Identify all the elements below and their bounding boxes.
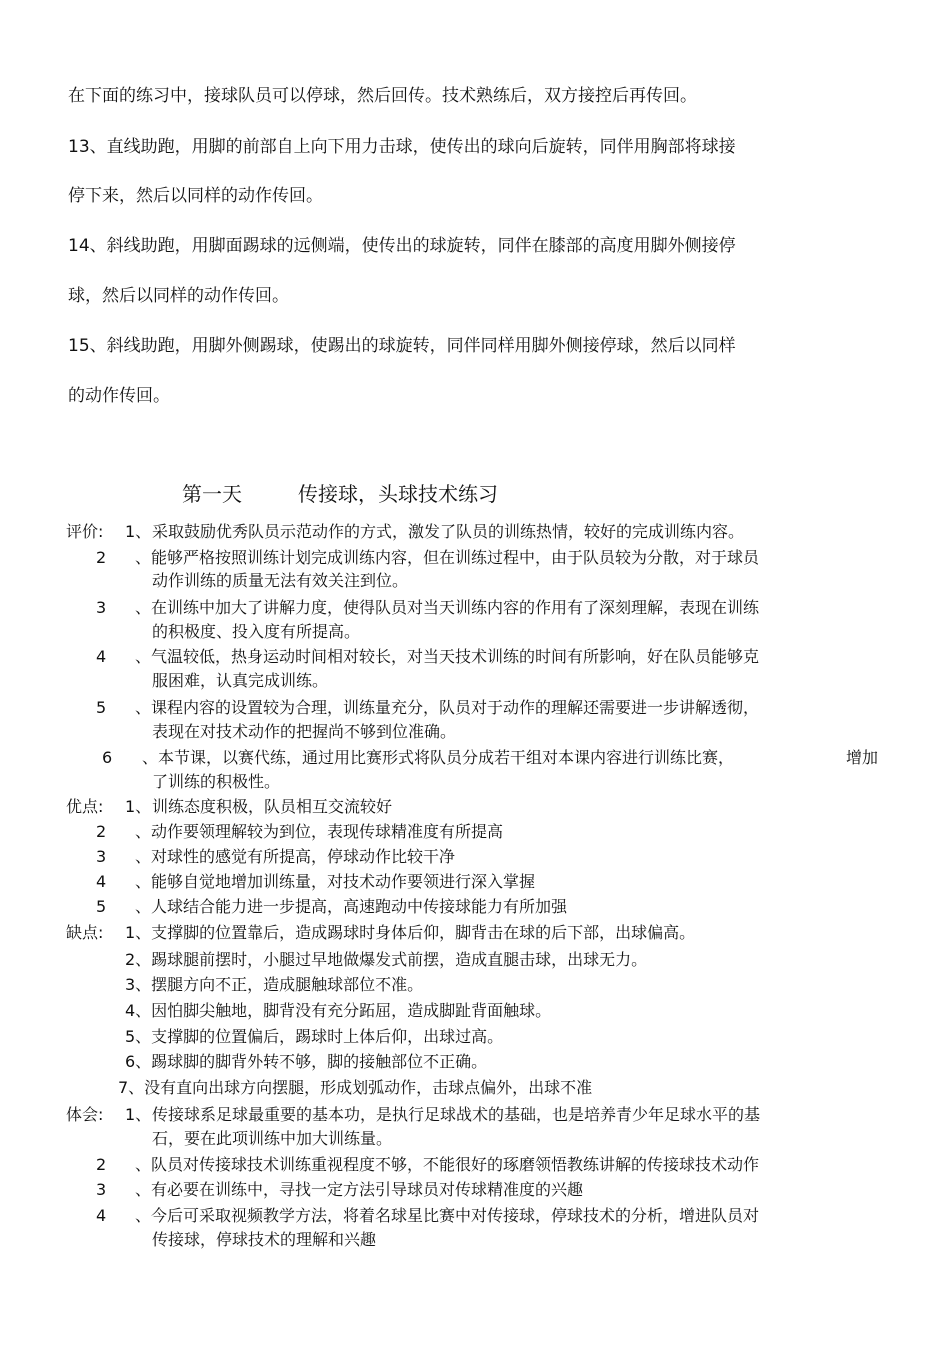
item-text: 、能够自觉地增加训练量，对技术动作要领进行深入掌握 <box>135 872 536 891</box>
list-item: 5、支撑脚的位置偏后，踢球时上体后仰，出球过高。 <box>125 1027 504 1046</box>
item-number: 2 <box>96 548 107 567</box>
list-item: 1、支撑脚的位置靠后，造成踢球时身体后仰，脚背击在球的后下部，出球偏高。 <box>125 923 696 942</box>
paragraph-line: 13、直线助跑，用脚的前部自上向下用力击球，使传出的球向后旋转，同伴用胸部将球接 <box>68 137 736 157</box>
section-topic: 传接球，头球技术练习 <box>298 482 498 506</box>
item-text: 、人球结合能力进一步提高，高速跑动中传接球能力有所加强 <box>135 897 568 916</box>
item-number: 1、 <box>125 1105 152 1124</box>
item-number: 4 <box>96 647 107 666</box>
item-continuation: 表现在对技术动作的把握尚不够到位准确。 <box>152 722 457 741</box>
reflections-label: 体会: <box>66 1105 104 1124</box>
item-text: 、本节课，以赛代练，通过用比赛形式将队员分成若干组对本课内容进行训练比赛， <box>142 748 735 767</box>
item-continuation: 传接球，停球技术的理解和兴趣 <box>152 1230 377 1249</box>
item-text: 、气温较低，热身运动时间相对较长，对当天技术训练的时间有所影响，好在队员能够克 <box>135 647 760 666</box>
item-text: 、课程内容的设置较为合理，训练量充分，队员对于动作的理解还需要进一步讲解透彻， <box>135 698 760 717</box>
item-text: 传接球系足球最重要的基本功，是执行足球战术的基础，也是培养青少年足球水平的基 <box>152 1105 761 1124</box>
item-text: 训练态度积极，队员相互交流较好 <box>152 797 393 816</box>
strengths-label: 优点: <box>66 797 104 816</box>
item-number: 2 <box>96 1155 107 1174</box>
item-number: 2 <box>96 822 107 841</box>
item-number: 5 <box>96 897 107 916</box>
item-text: 、队员对传接球技术训练重视程度不够，不能很好的琢磨领悟教练讲解的传接球技术动作 <box>135 1155 760 1174</box>
item-text-tail: 增加 <box>846 748 879 767</box>
paragraph-line: 球，然后以同样的动作传回。 <box>68 286 289 306</box>
item-number: 6 <box>102 748 113 767</box>
item-text: 、对球性的感觉有所提高，停球动作比较干净 <box>135 847 456 866</box>
item-number: 4 <box>96 872 107 891</box>
list-item: 3、摆腿方向不正，造成腿触球部位不准。 <box>125 975 424 994</box>
item-text: 、在训练中加大了讲解力度，使得队员对当天训练内容的作用有了深刻理解，表现在训练 <box>135 598 760 617</box>
item-continuation: 的积极度、投入度有所提高。 <box>152 622 361 641</box>
list-item: 2、踢球腿前摆时，小腿过早地做爆发式前摆，造成直腿击球，出球无力。 <box>125 950 648 969</box>
item-number: 3 <box>96 847 107 866</box>
item-continuation: 了训练的积极性。 <box>152 772 281 791</box>
paragraph-line: 在下面的练习中，接球队员可以停球，然后回传。技术熟练后，双方接控后再传回。 <box>68 86 697 106</box>
item-continuation: 服困难，认真完成训练。 <box>152 671 329 690</box>
paragraph-line: 停下来，然后以同样的动作传回。 <box>68 186 323 206</box>
item-text: 采取鼓励优秀队员示范动作的方式，激发了队员的训练热情，较好的完成训练内容。 <box>152 522 745 541</box>
item-continuation: 石，要在此项训练中加大训练量。 <box>152 1129 393 1148</box>
evaluation-label: 评价: <box>66 522 104 541</box>
section-day: 第一天 <box>182 482 242 506</box>
paragraph-line: 14、斜线助跑，用脚面踢球的远侧端，使传出的球旋转，同伴在膝部的高度用脚外侧接停 <box>68 236 736 256</box>
item-text: 、有必要在训练中，寻找一定方法引导球员对传球精准度的兴趣 <box>135 1180 584 1199</box>
item-text: 、今后可采取视频教学方法，将着名球星比赛中对传接球，停球技术的分析，增进队员对 <box>135 1206 760 1225</box>
list-item: 7、没有直向出球方向摆腿，形成划弧动作，击球点偏外，出球不准 <box>118 1078 593 1097</box>
list-item: 4、因怕脚尖触地，脚背没有充分跖屈，造成脚趾背面触球。 <box>125 1001 552 1020</box>
item-number: 1、 <box>125 522 152 541</box>
paragraph-line: 的动作传回。 <box>68 386 170 406</box>
item-number: 4 <box>96 1206 107 1225</box>
weaknesses-label: 缺点: <box>66 923 104 942</box>
item-continuation: 动作训练的质量无法有效关注到位。 <box>152 571 409 590</box>
item-number: 5 <box>96 698 107 717</box>
item-number: 3 <box>96 598 107 617</box>
item-text: 、能够严格按照训练计划完成训练内容，但在训练过程中，由于队员较为分散，对于球员 <box>135 548 760 567</box>
item-number: 3 <box>96 1180 107 1199</box>
list-item: 6、踢球脚的脚背外转不够，脚的接触部位不正确。 <box>125 1052 488 1071</box>
item-text: 、动作要领理解较为到位，表现传球精准度有所提高 <box>135 822 504 841</box>
paragraph-line: 15、斜线助跑，用脚外侧踢球，使踢出的球旋转，同伴同样用脚外侧接停球，然后以同样 <box>68 336 736 356</box>
item-number: 1、 <box>125 797 152 816</box>
